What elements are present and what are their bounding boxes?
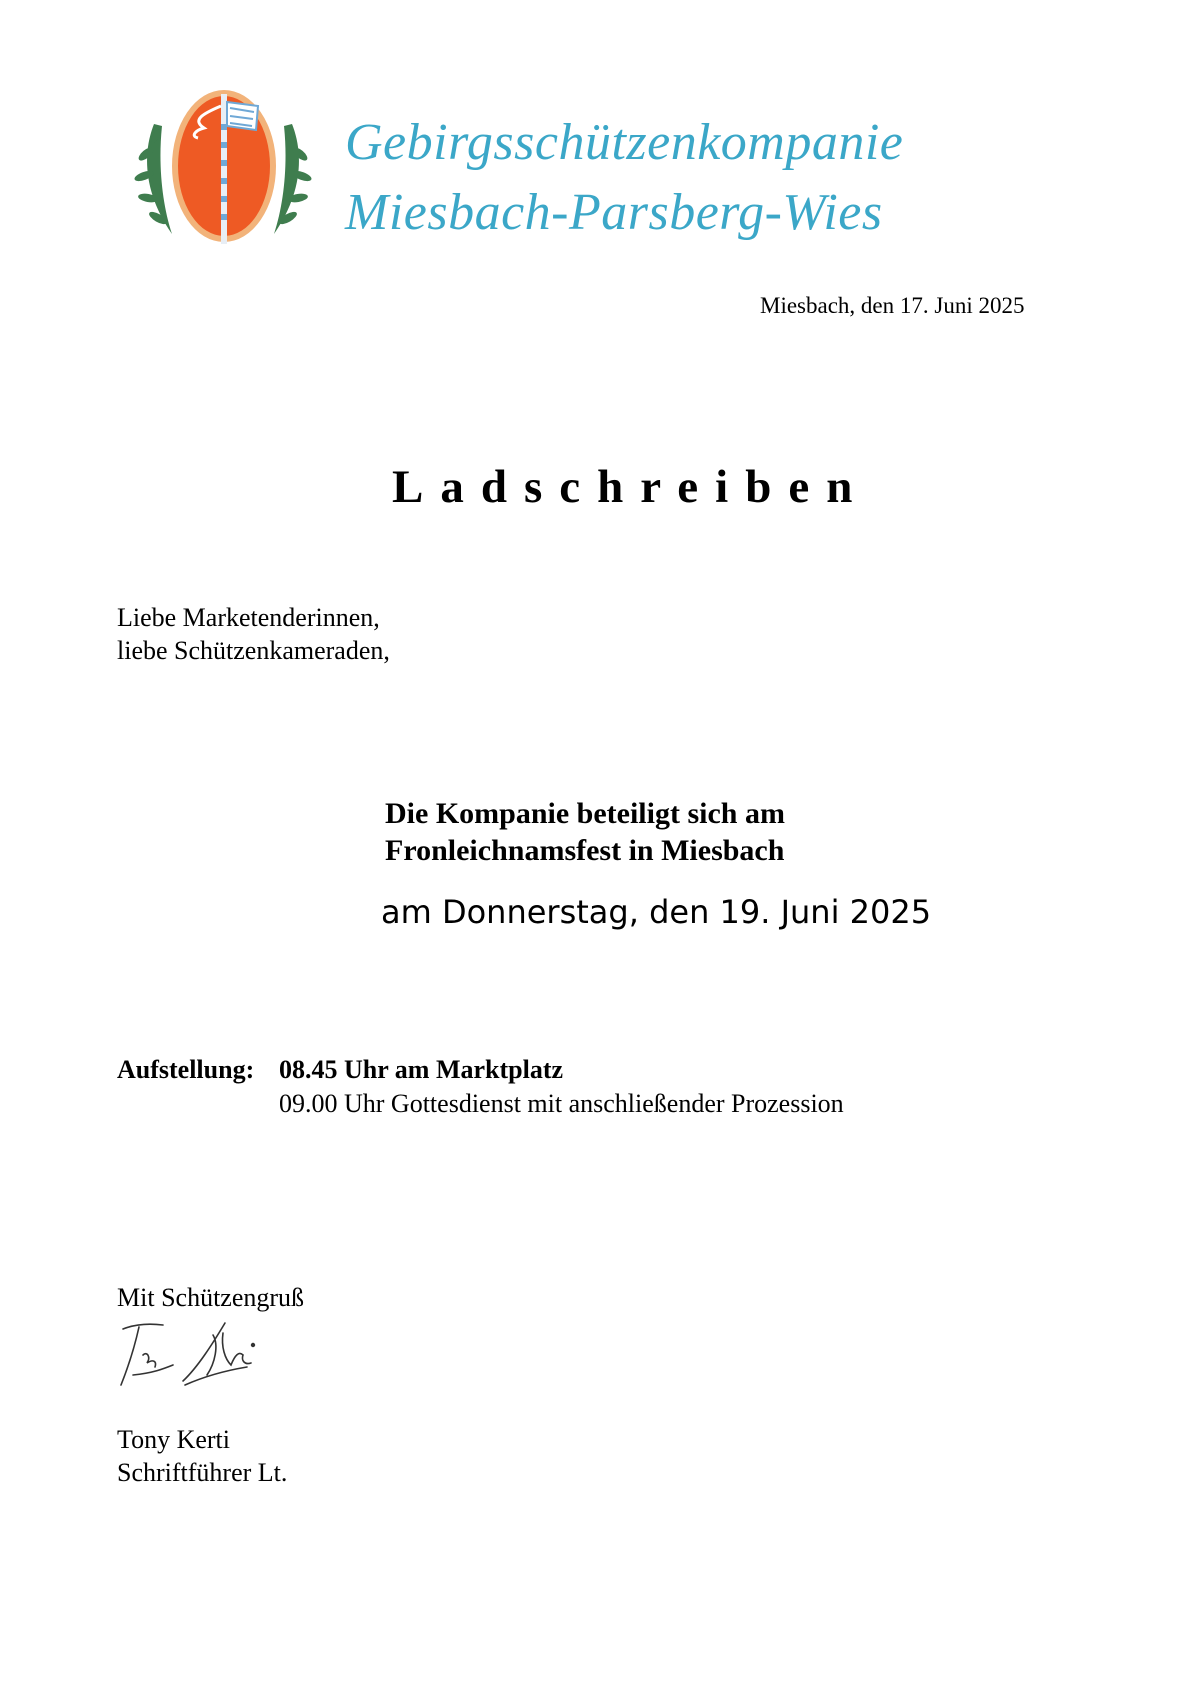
schedule-row [117, 1087, 844, 1121]
organization-name-line1: Gebirgsschützenkompanie [345, 114, 904, 171]
signer-name: Tony Kerti [117, 1425, 230, 1454]
greeting-line1: Liebe Marketenderinnen, [117, 603, 380, 632]
schedule-label-spacer [117, 1087, 279, 1121]
schedule [117, 1053, 844, 1121]
document-title: Ladschreiben [392, 461, 870, 513]
letter-date: Miesbach, den 17. Juni 2025 [760, 293, 1025, 318]
company-emblem-icon [132, 84, 316, 252]
closing-salutation: Mit Schützengruß [117, 1283, 305, 1312]
organization-name-line2: Miesbach-Parsberg-Wies [345, 184, 883, 241]
announcement-line2: Fronleichnamsfest in Miesbach [385, 834, 785, 867]
signer-block [117, 1423, 287, 1489]
organization-name [345, 108, 965, 248]
schedule-item-assembly: 08.45 Uhr am Marktplatz [279, 1055, 564, 1084]
greeting [117, 601, 390, 667]
schedule-row [117, 1053, 844, 1087]
announcement [385, 795, 785, 869]
schedule-item-service: 09.00 Uhr Gottesdienst mit anschließender Prozession [279, 1089, 844, 1118]
announcement-line1: Die Kompanie beteiligt sich am [385, 797, 785, 830]
signer-role: Schriftführer Lt. [117, 1458, 288, 1487]
event-date: am Donnerstag, den 19. Juni 2025 [381, 893, 932, 931]
greeting-line2: liebe Schützenkameraden, [117, 636, 390, 665]
handwritten-signature-icon [113, 1315, 273, 1395]
schedule-label: Aufstellung: [117, 1055, 255, 1084]
